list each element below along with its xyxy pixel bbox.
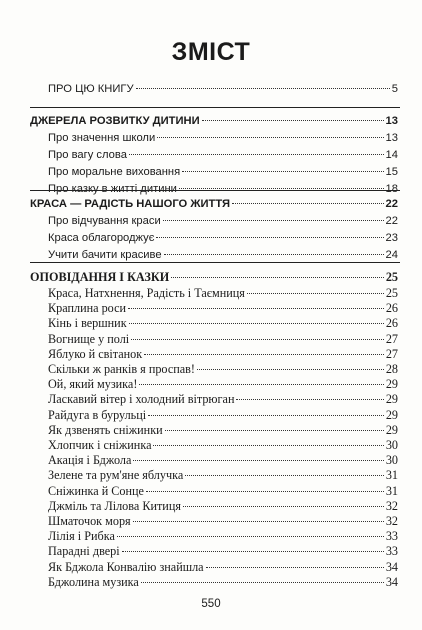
toc-entry-page: 30 <box>385 438 398 452</box>
toc-entry-label: Скільки ж ранків я проспав! <box>48 362 195 376</box>
toc-entry <box>48 529 398 543</box>
toc-entry-label: ДЖЕРЕЛА РОЗВИТКУ ДИТИНИ <box>30 115 200 127</box>
toc-entry <box>48 148 398 162</box>
toc-entry-label: Про казку в житті дитини <box>48 183 177 195</box>
toc-entry-label: Учити бачити красиве <box>48 249 162 261</box>
toc-entry-page: 13 <box>385 132 398 144</box>
dot-leader <box>146 491 384 492</box>
toc-entry <box>48 392 398 406</box>
toc-entry <box>48 316 398 330</box>
toc-entry <box>48 484 398 498</box>
toc-entry-page: 13 <box>385 115 398 127</box>
dot-leader <box>133 521 384 522</box>
toc-entry-label: ОПОВІДАННЯ І КАЗКИ <box>30 270 170 284</box>
toc-entry-label: Краплина роси <box>48 301 126 316</box>
toc-section-heading <box>30 197 398 211</box>
toc-entry <box>48 182 398 196</box>
dot-leader <box>131 339 384 340</box>
toc-entry <box>48 131 398 145</box>
toc-entry-label: Яблуко й світанок <box>48 346 143 361</box>
dot-leader <box>182 171 383 172</box>
toc-entry <box>48 286 398 300</box>
dot-leader <box>139 384 383 385</box>
toc-entry-label: Зелене та рум'яне яблучка <box>48 468 184 483</box>
toc-entry <box>48 453 398 467</box>
toc-entry-page: 26 <box>385 316 398 331</box>
dot-leader <box>133 460 383 461</box>
toc-entry <box>48 231 398 245</box>
toc-entry-label: Вогнище у полі <box>48 331 130 346</box>
toc-entry-page: 22 <box>385 215 398 227</box>
dot-leader <box>179 188 384 189</box>
toc-entry-page: 25 <box>385 286 398 300</box>
toc-entry-page: 15 <box>385 166 398 178</box>
dot-leader <box>185 475 384 476</box>
toc-entry-page: 32 <box>385 498 398 513</box>
toc-entry-page: 32 <box>385 514 398 528</box>
toc-entry-label: Акація і Бджола <box>48 453 132 468</box>
toc-entry-label: Райдуга в бурульці <box>48 407 147 422</box>
page-title: ЗМІСТ <box>171 38 251 66</box>
toc-entry-page: 34 <box>385 559 398 574</box>
section-divider <box>30 107 400 108</box>
dot-leader <box>202 120 384 121</box>
toc-entry-label: Ласкавий вітер і холодний вітрюган <box>48 392 235 407</box>
toc-entry <box>48 248 398 262</box>
dot-leader <box>236 399 383 400</box>
toc-entry <box>48 332 398 346</box>
section-divider <box>30 262 400 263</box>
dot-leader <box>232 203 384 204</box>
toc-entry-page: 31 <box>385 483 398 498</box>
toc-entry <box>48 362 398 376</box>
toc-entry-label: Про відчування краси <box>48 215 161 227</box>
dot-leader <box>247 293 384 294</box>
dot-leader <box>164 254 384 255</box>
dot-leader <box>156 237 383 238</box>
toc-section-heading <box>30 270 398 284</box>
toc-entry-page: 33 <box>385 544 398 559</box>
toc-entry-label: Хлопчик і сніжинка <box>48 438 152 452</box>
toc-entry <box>48 408 398 422</box>
toc-entry <box>48 468 398 482</box>
toc-entry-page: 26 <box>385 301 398 316</box>
toc-entry-page: 29 <box>385 422 398 437</box>
toc-entry-page: 29 <box>385 407 398 422</box>
toc-entry-label: Ой, який музика! <box>48 377 138 392</box>
toc-entry-label: Про вагу слова <box>48 149 127 161</box>
toc-entry <box>48 214 398 228</box>
toc-entry-page: 30 <box>385 453 398 468</box>
toc-entry <box>48 301 398 315</box>
toc-entry <box>48 165 398 179</box>
toc-entry-page: 27 <box>385 331 398 346</box>
toc-entry <box>48 544 398 558</box>
toc-entry-page: 25 <box>385 270 398 284</box>
toc-entry-label: Кінь і вершник <box>48 316 127 331</box>
dot-leader <box>171 277 384 278</box>
toc-entry-label: ПРО ЦЮ КНИГУ <box>48 83 134 95</box>
toc-entry <box>48 377 398 391</box>
toc-section-heading <box>30 114 398 128</box>
toc-entry-intro <box>48 82 398 96</box>
toc-entry-page: 24 <box>385 249 398 261</box>
toc-entry-label: Про моральне виховання <box>48 166 181 178</box>
toc-entry-page: 23 <box>385 232 398 244</box>
dot-leader <box>136 88 390 89</box>
toc-entry-label: КРАСА — РАДІСТЬ НАШОГО ЖИТТЯ <box>30 198 231 210</box>
dot-leader <box>183 506 384 507</box>
toc-entry-label: Лілія і Рибка <box>48 529 115 544</box>
toc-entry-page: 34 <box>385 574 398 589</box>
toc-entry-page: 22 <box>385 198 398 210</box>
dot-leader <box>122 551 384 552</box>
toc-entry-label: Краса облагороджує <box>48 232 155 244</box>
dot-leader <box>129 154 384 155</box>
toc-entry-page: 14 <box>385 149 398 161</box>
toc-entry-label: Краса, Натхнення, Радість і Таємниця <box>48 286 245 300</box>
dot-leader <box>144 354 384 355</box>
toc-entry-label: Про значення школи <box>48 132 156 144</box>
toc-entry-label: Як Бджола Конвалію знайшла <box>48 559 204 574</box>
toc-entry-page: 5 <box>391 83 398 95</box>
dot-leader <box>163 220 384 221</box>
toc-entry-label: Сніжинка й Сонце <box>48 483 144 498</box>
dot-leader <box>117 536 384 537</box>
toc-entry <box>48 347 398 361</box>
toc-entry-page: 28 <box>385 362 398 376</box>
toc-entry-page: 33 <box>385 529 398 544</box>
toc-entry-label: Парадні двері <box>48 544 120 559</box>
toc-entry <box>48 560 398 574</box>
toc-entry <box>48 575 398 589</box>
toc-entry-page: 31 <box>385 468 398 483</box>
toc-entry-label: Бджолина музика <box>48 574 139 589</box>
dot-leader <box>197 369 384 370</box>
dot-leader <box>165 430 384 431</box>
toc-entry <box>48 438 398 452</box>
dot-leader <box>157 137 383 138</box>
toc-entry-page: 27 <box>385 346 398 361</box>
toc-entry <box>48 423 398 437</box>
dot-leader <box>128 308 384 309</box>
section-divider <box>30 190 400 191</box>
toc-entry <box>48 514 398 528</box>
toc-entry-page: 29 <box>385 392 398 407</box>
toc-entry-page: 18 <box>385 183 398 195</box>
toc-entry-page: 29 <box>385 377 398 392</box>
toc-entry-label: Шматочок моря <box>48 514 131 528</box>
dot-leader <box>206 567 384 568</box>
page-number: 550 <box>201 598 221 610</box>
dot-leader <box>129 323 384 324</box>
toc-entry-label: Джміль та Лілова Китиця <box>48 498 181 513</box>
dot-leader <box>148 415 384 416</box>
toc-entry-label: Як дзвенять сніжинки <box>48 422 163 437</box>
toc-entry <box>48 499 398 513</box>
dot-leader <box>141 582 384 583</box>
dot-leader <box>153 445 383 446</box>
